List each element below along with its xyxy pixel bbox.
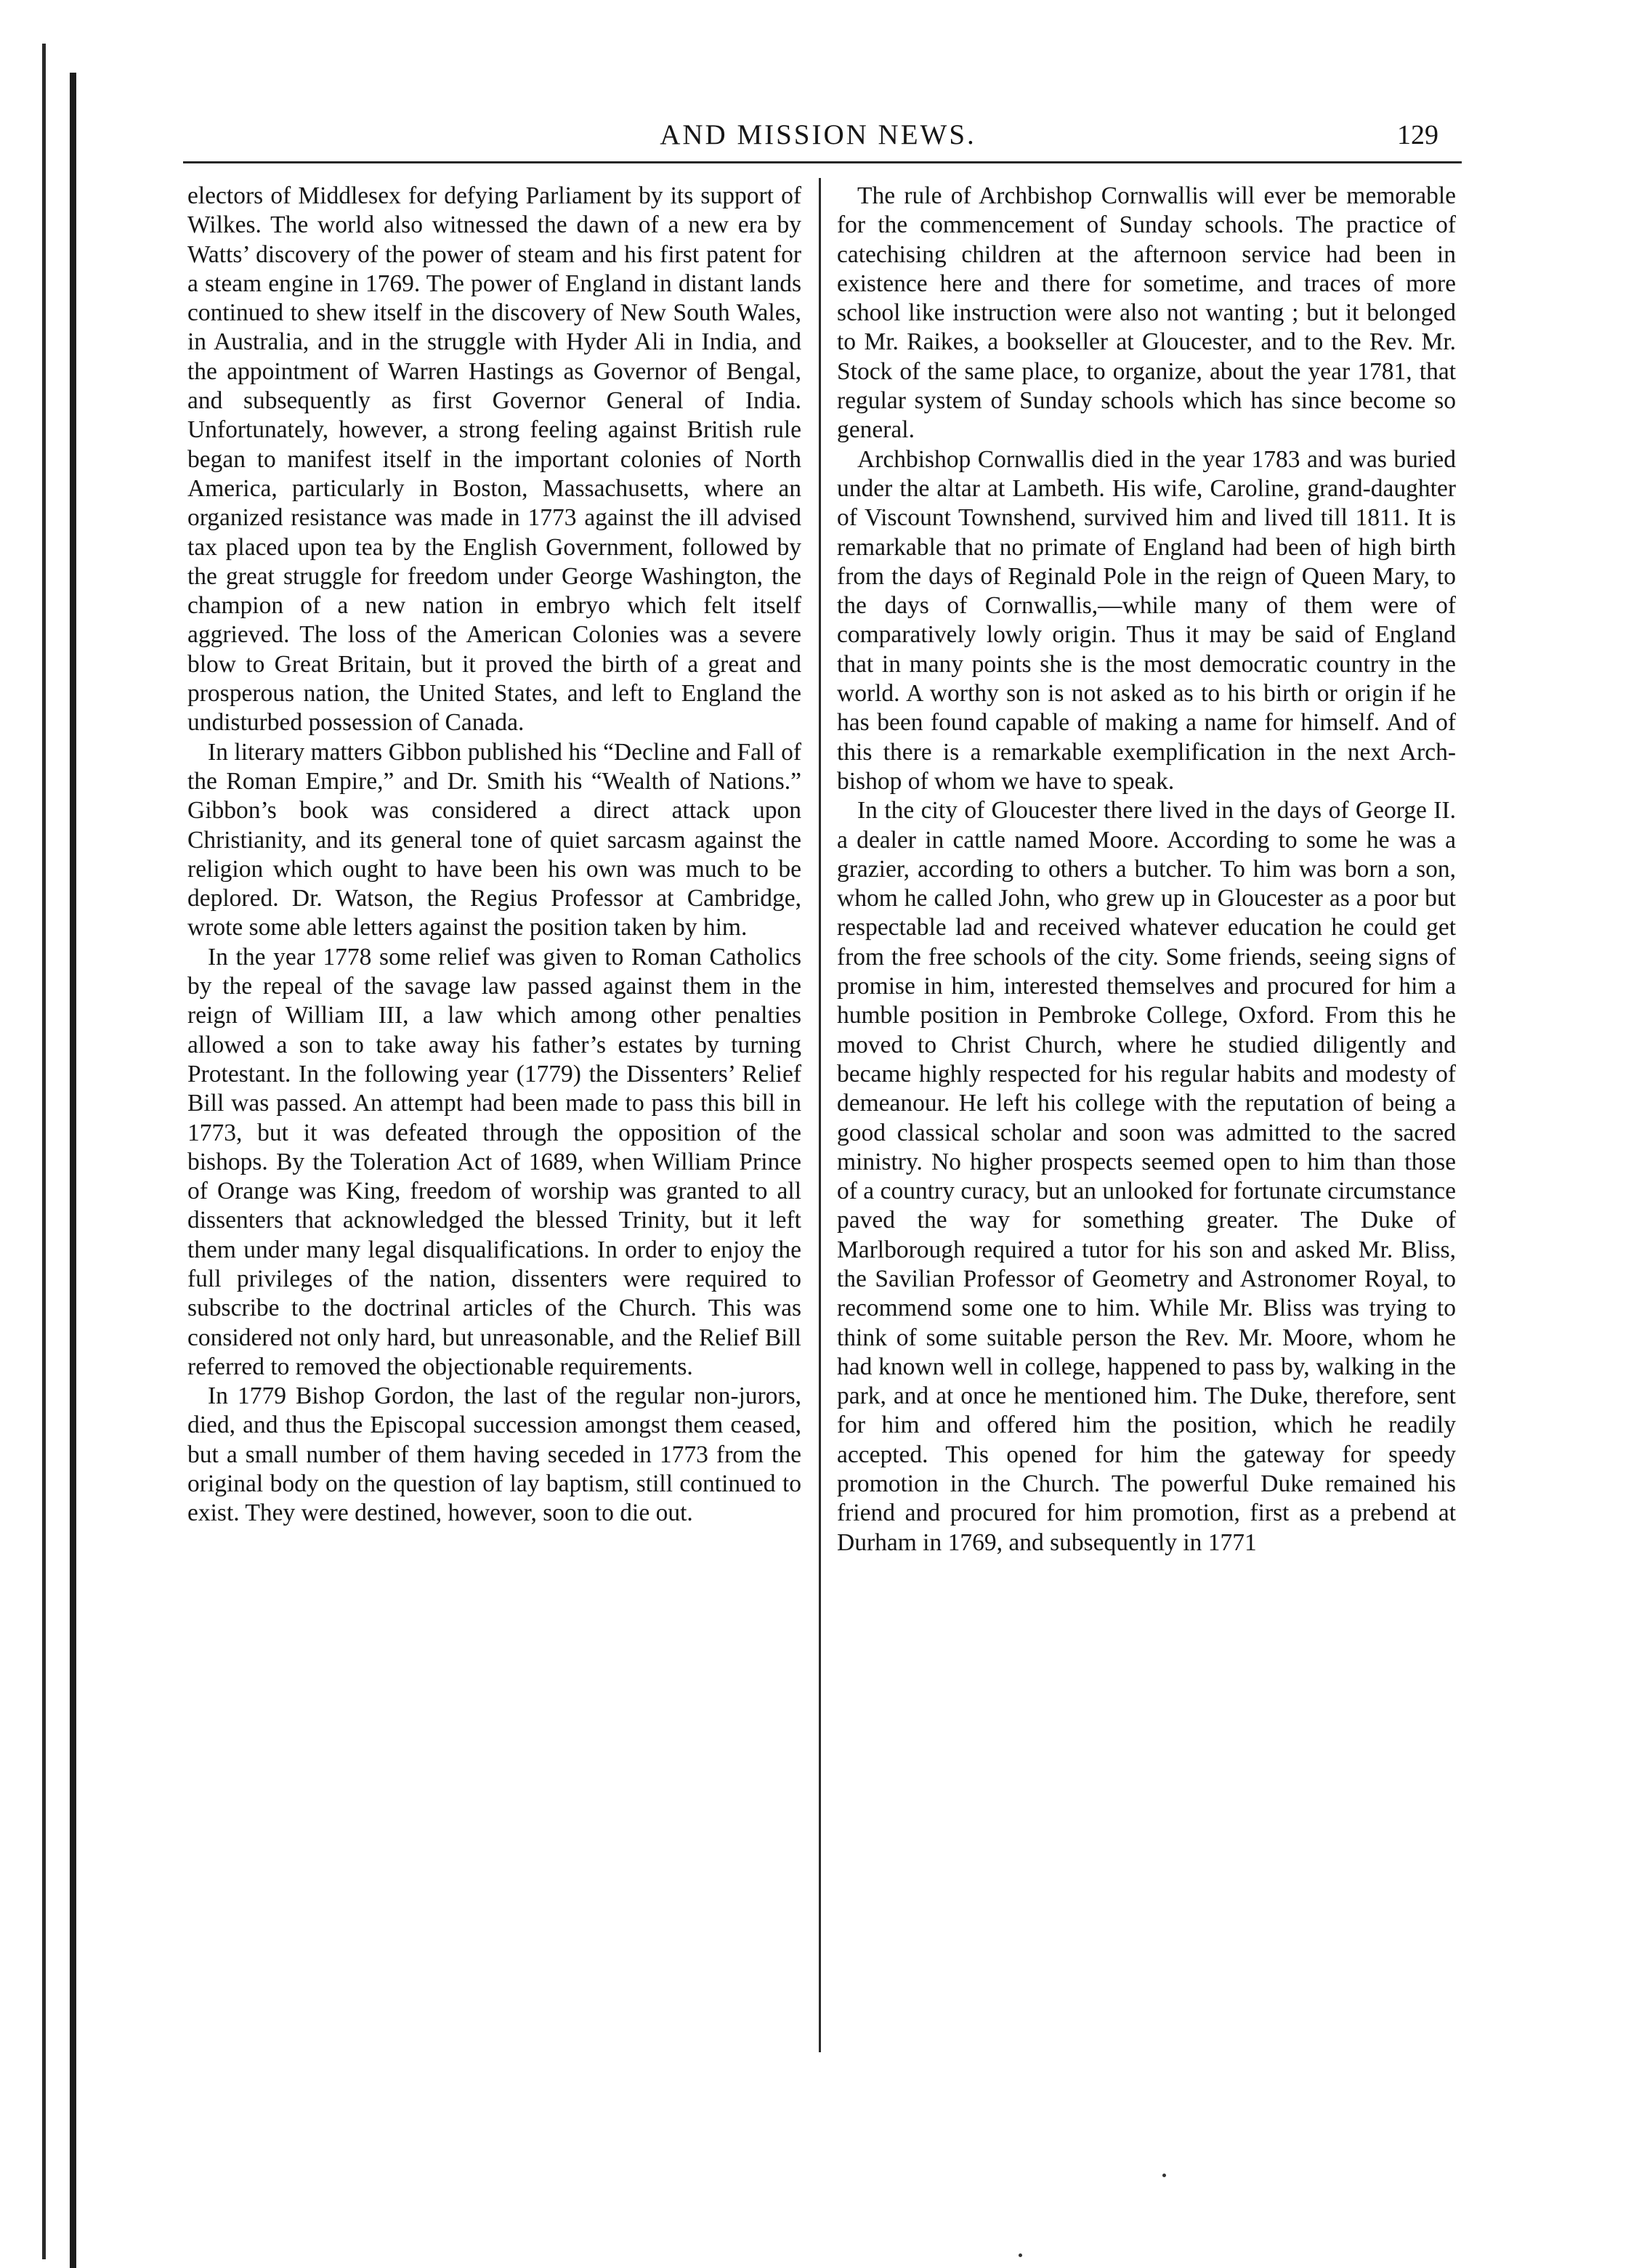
- header-rule: [183, 161, 1462, 163]
- left-paragraph-2: In literary matters Gibbon published his “Decline and Fall of the Roman Empire,” and Dr. Smith his “Wealth of Nations.” Gibbon’s book was considered a direct attack upon Christianity, and its general tone of quiet sarcasm against the religion which ought to have been his own was much to be deplored. Dr. Watson, the Regius Professor at Cambridge, wrote some able letters against the position taken by him.: [187, 738, 801, 941]
- running-head: [183, 115, 1453, 158]
- running-title: AND MISSION NEWS.: [660, 119, 976, 150]
- right-paragraph-2: Archbishop Cornwallis died in the year 1783 and was buried under the altar at Lambeth. His wife, Caroline, grand-daughter of Viscount Townshend, survived him and lived till 1811. It is remarkable that no primate of England had been of high birth from the days of Reginald Pole in the reign of Queen Mary, to the days of Cornwallis,—while many of them were of comparatively lowly origin. Thus it may be said of England that in many points she is the most democratic country in the world. A worthy son is not asked as to his birth or origin if he has been found capable of making a name for himself. And of this there is a remarkable exemplification in the next Archbishop of whom we have to speak.: [837, 445, 1456, 795]
- right-column: [837, 182, 1456, 2056]
- print-speck: [1019, 2253, 1022, 2257]
- left-paragraph-3: In the year 1778 some relief was given to Roman Catholics by the repeal of the savage law passed against them in the reign of William III, a law which among other penalties allowed a son to take away his father’s estates by turning Protestant. In the following year (1779) the Dissenters’ Relief Bill was passed. An attempt had been made to pass this bill in 1773, but it was defeated through the opposition of the bishops. By the Toleration Act of 1689, when William Prince of Orange was King, freedom of worship was granted to all dissenters that acknowledged the blessed Trinity, but it left them under many legal disqualifications. In order to enjoy the full privileges of the nation, dissenters were required to subscribe to the doctrinal articles of the Church. This was considered not only hard, but unreasonable, and the Relief Bill referred to removed the objectionable requirements.: [187, 943, 801, 1380]
- left-column: [187, 182, 801, 2056]
- left-paragraph-4: In 1779 Bishop Gordon, the last of the regular non-jurors, died, and thus the Episcopal succession amongst them ceased, but a small number of them having seceded in 1773 from the original body on the question of lay baptism, still continued to exist. They were destined, however, soon to die out.: [187, 1382, 801, 1527]
- print-speck: [1162, 2174, 1166, 2177]
- right-paragraph-1: The rule of Archbishop Cornwallis will ever be memorable for the commencement of Sunday schools. The practice of catechising children at the afternoon service had been in existence here and there for sometime, and traces of more school like instruction were also not wanting ; but it belonged to Mr. Raikes, a bookseller at Gloucester, and to the Rev. Mr. Stock of the same place, to organize, about the year 1781, that regular system of Sunday schools which has since become so general.: [837, 182, 1456, 444]
- right-paragraph-3: In the city of Gloucester there lived in the days of George II. a dealer in cattle named Moore. According to some he was a grazier, according to others a butcher. To him was born a son, whom he called John, who grew up in Gloucester as a poor but respectable lad and received whatever education he could get from the free schools of the city. Some friends, seeing signs of promise in him, interested themselves and procured for him a humble position in Pembroke College, Oxford. From this he moved to Christ Church, where he studied diligently and became highly respected for his regular habits and modesty of demeanour. He left his college with the reputation of being a good classical scholar and soon was admitted to the sacred ministry. No higher prospects seemed open to him than those of a country curacy, but an unlooked for fortunate circumstance paved the way for something greater. The Duke of Marlborough required a tutor for his son and asked Mr. Bliss, the Savilian Professor of Geometry and Astronomer Royal, to recommend some one to him. While Mr. Bliss was trying to think of some suitable person the Rev. Mr. Moore, whom he had known well in college, happened to pass by, walking in the park, and at once he mentioned him. The Duke, therefore, sent for him and offered him the position, which he readily accepted. This opened for him the gateway for speedy promotion in the Church. The powerful Duke remained his friend and procured for him promotion, first as a prebend at Durham in 1769, and subsequently in 1771: [837, 797, 1456, 1556]
- column-divider: [819, 178, 821, 2052]
- binding-edge: [0, 0, 96, 2268]
- left-paragraph-1: electors of Middlesex for defying Parliament by its support of Wilkes. The world also witnessed the dawn of a new era by Watts’ discovery of the power of steam and his first patent for a steam engine in 1769. The power of England in distant lands continued to shew itself in the discovery of New South Wales, in Australia, and in the struggle with Hyder Ali in India, and the appointment of Warren Hastings as Governor of Bengal, and subsequently as first Governor General of India. Unfortunately, however, a strong feeling against British rule began to manifest itself in the important colonies of North America, particularly in Boston, Massachusetts, where an organized resistance was made in 1773 against the ill advised tax placed upon tea by the English Government, followed by the great struggle for freedom under George Washington, the champion of a new nation in embryo which felt itself aggrieved. The loss of the American Colonies was a severe blow to Great Britain, but it proved the birth of a great and prosperous nation, the United States, and left to England the undisturbed possession of Canada.: [187, 182, 801, 737]
- page-number: 129: [1397, 120, 1438, 150]
